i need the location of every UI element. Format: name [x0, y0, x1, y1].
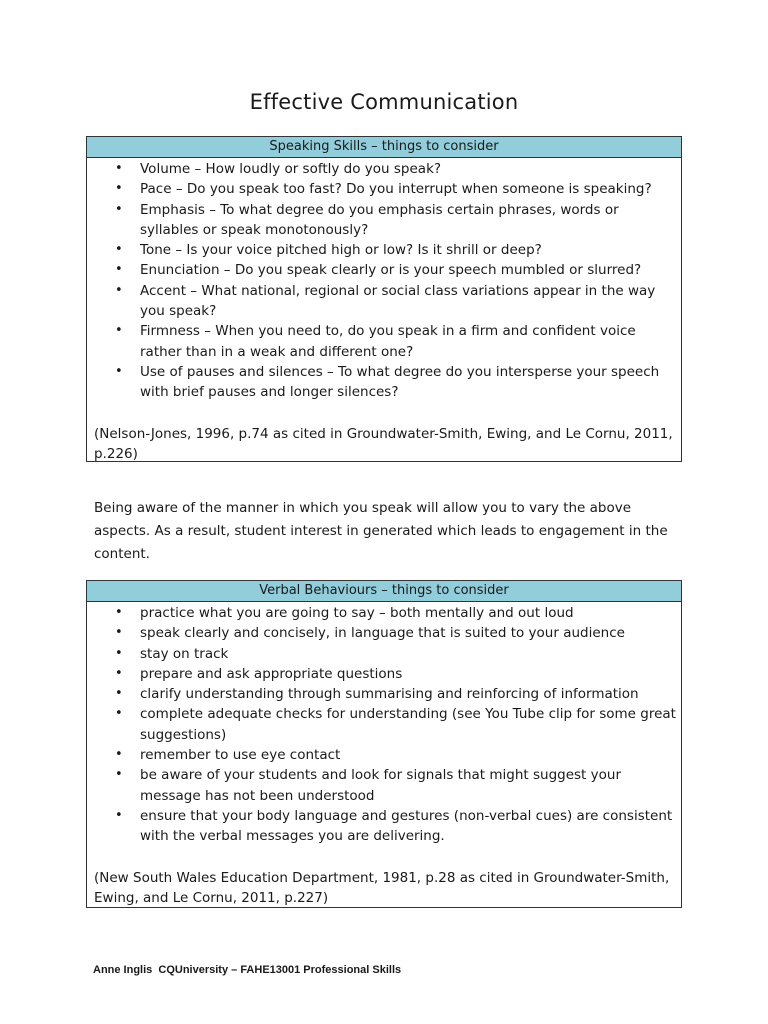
list-item: • practice what you are going to say – both mentally and out loud	[87, 603, 681, 623]
bullet-icon: •	[115, 625, 123, 641]
list-item: • remember to use eye contact	[87, 745, 681, 765]
verbal-citation: (New South Wales Education Department, 1981, p.28 as cited in Groundwater-Smith, Ewing, and Le Cornu, 2011, p.227)	[94, 869, 670, 907]
bullet-icon: •	[115, 201, 123, 217]
bullet-icon: •	[115, 262, 123, 278]
speaking-skills-box	[86, 136, 682, 462]
bullet-icon: •	[115, 181, 123, 197]
bullet-icon: •	[115, 686, 123, 702]
list-item: • prepare and ask appropriate questions	[87, 664, 681, 684]
bullet-icon: •	[115, 706, 123, 722]
list-item: • Volume – How loudly or softly do you speak?	[87, 159, 681, 179]
bullet-icon: •	[115, 605, 123, 620]
list-item: • Use of pauses and silences – To what degree do you intersperse your speech with brief pauses and longer silences?	[115, 363, 660, 401]
bullet-icon: •	[115, 645, 123, 661]
bullet-icon: •	[115, 282, 123, 298]
page-title: Effective Communication	[249, 90, 519, 114]
list-item: • ensure that your body language and gestures (non-verbal cues) are consistent with the verbal messages you are delivering.	[115, 807, 673, 845]
list-item: • clarify understanding through summarising and reinforcing of information	[87, 684, 681, 704]
speaking-skills-list	[87, 158, 681, 403]
speaking-skills-header: Speaking Skills – things to consider	[87, 137, 681, 158]
list-item: • Accent – What national, regional or social class variations appear in the way you speak?	[115, 282, 656, 320]
list-item: • Enunciation – Do you speak clearly or is your speech mumbled or slurred?	[87, 260, 681, 280]
body-paragraph: Being aware of the manner in which you speak will allow you to vary the above aspects. As a result, student interest in generated which leads to engagement in the content.	[94, 500, 668, 562]
speaking-citation: (Nelson-Jones, 1996, p.74 as cited in Groundwater-Smith, Ewing, and Le Cornu, 2011, p.226)	[94, 425, 673, 463]
list-item: • Pace – Do you speak too fast? Do you interrupt when someone is speaking?	[87, 179, 681, 199]
bullet-icon: •	[115, 161, 123, 176]
list-item: • Tone – Is your voice pitched high or low? Is it shrill or deep?	[87, 240, 681, 260]
list-item: • stay on track	[87, 644, 681, 664]
list-item: • complete adequate checks for understanding (see You Tube clip for some great suggestions)	[115, 706, 676, 743]
bullet-icon: •	[115, 665, 123, 681]
bullet-icon: •	[115, 363, 123, 379]
bullet-icon: •	[115, 747, 123, 763]
list-item: • Firmness – When you need to, do you speak in a firm and confident voice rather than in a weak and different one?	[115, 323, 636, 360]
page-footer: Anne Inglis CQUniversity – FAHE13001 Professional Skills	[93, 964, 402, 976]
bullet-icon: •	[115, 242, 123, 258]
list-item: • be aware of your students and look for signals that might suggest your message has not been understood	[115, 767, 621, 804]
verbal-behaviours-box	[86, 580, 682, 908]
bullet-icon: •	[115, 807, 123, 823]
bullet-icon: •	[115, 767, 123, 783]
list-item: • Emphasis – To what degree do you emphasis certain phrases, words or syllables or speak monotonously?	[115, 201, 619, 238]
verbal-behaviours-header: Verbal Behaviours – things to consider	[87, 581, 681, 602]
bullet-icon: •	[115, 323, 123, 339]
verbal-behaviours-list	[87, 602, 681, 847]
list-item: • speak clearly and concisely, in language that is suited to your audience	[87, 623, 681, 643]
